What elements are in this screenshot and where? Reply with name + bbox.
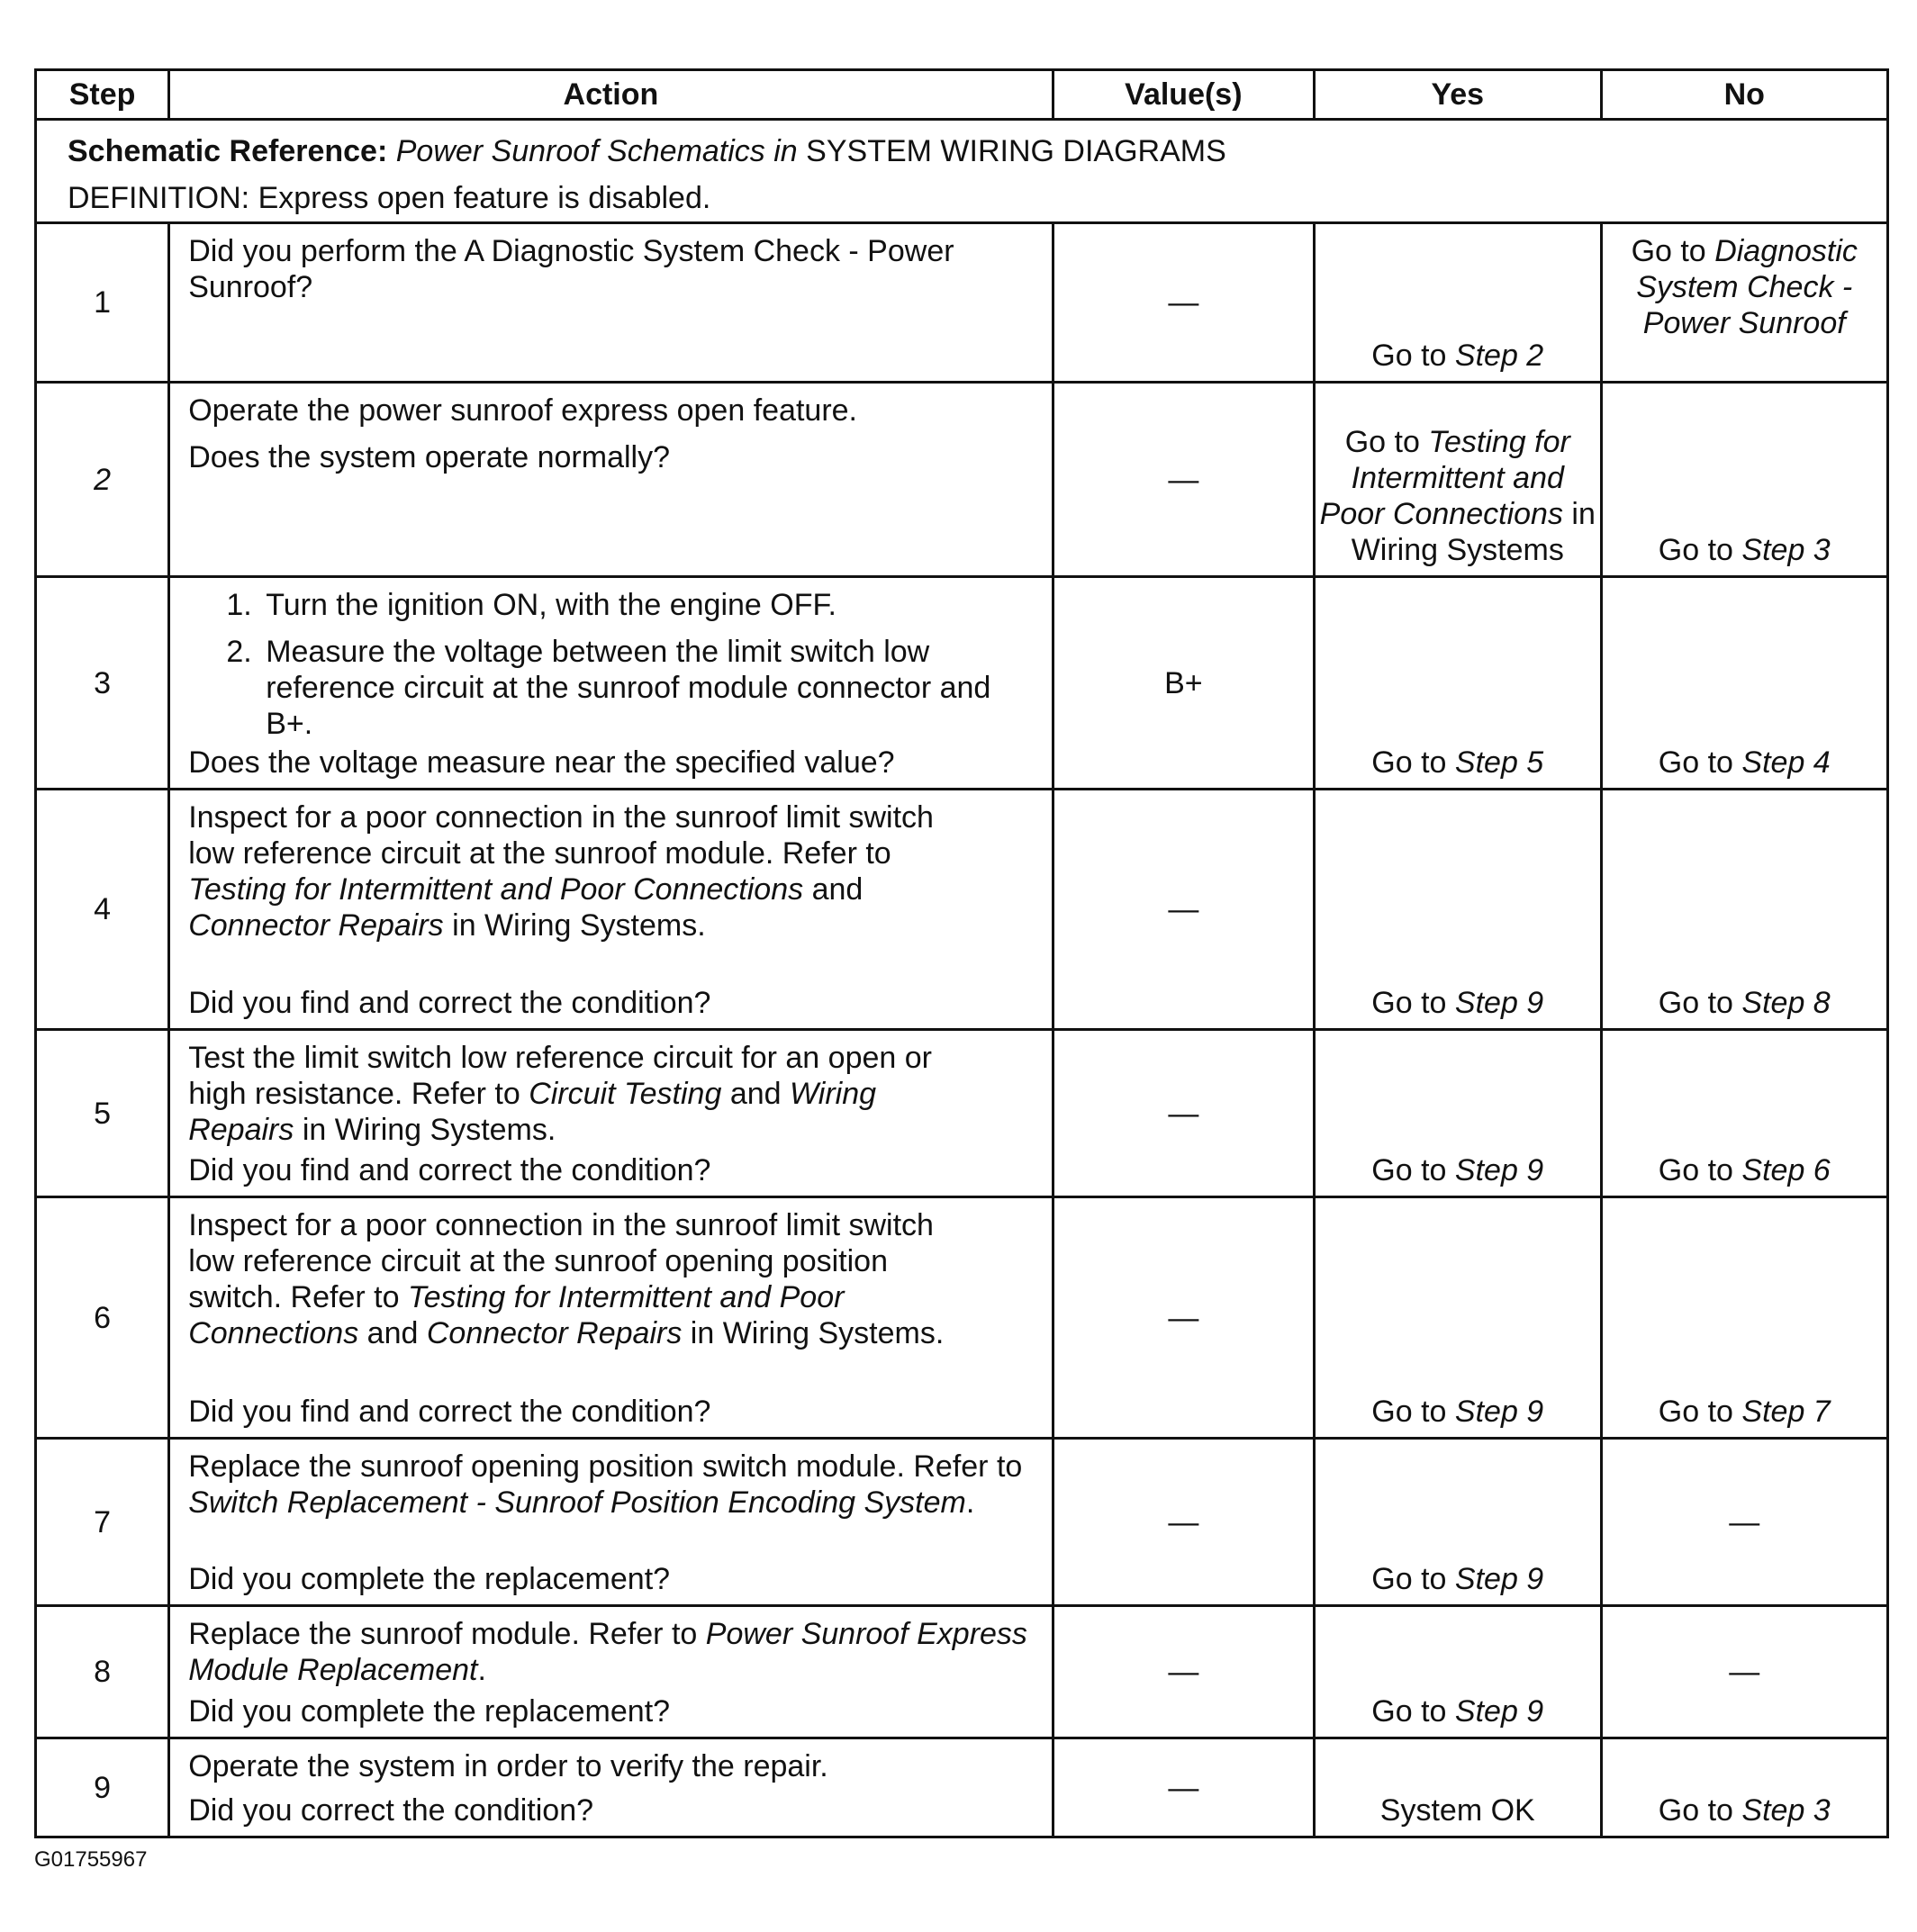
yes-plain: Go to bbox=[1371, 1562, 1447, 1596]
step-number: 9 bbox=[36, 1738, 169, 1837]
action-steps bbox=[188, 587, 1038, 742]
header-step: Step bbox=[36, 70, 169, 120]
table-row bbox=[36, 223, 1888, 383]
table-row bbox=[36, 1439, 1888, 1606]
yes-italic: Step 9 bbox=[1454, 1395, 1544, 1429]
yes-cell bbox=[1315, 383, 1601, 577]
no-plain: Go to bbox=[1658, 1153, 1733, 1187]
no-plain: Go to bbox=[1658, 745, 1733, 780]
action-part: Inspect for a poor connection in the sunroof limit switch low reference circuit at the sunroof module. Refer to bbox=[188, 800, 934, 871]
no-cell bbox=[1601, 790, 1888, 1030]
action-text: Operate the system in order to verify the repair. bbox=[188, 1749, 828, 1783]
value-cell: — bbox=[1053, 223, 1314, 383]
action-question: Did you complete the replacement? bbox=[188, 1694, 671, 1729]
action-part: . bbox=[477, 1653, 486, 1687]
yes-plain: Go to bbox=[1371, 1395, 1447, 1429]
no-cell bbox=[1601, 577, 1888, 790]
yes-italic: Step 2 bbox=[1454, 339, 1544, 373]
no-italic: Step 8 bbox=[1741, 986, 1831, 1020]
action-step-item: 1. Turn the ignition ON, with the engine OFF. bbox=[260, 587, 1038, 623]
action-ref: Testing for Intermittent and Poor Connections bbox=[188, 1280, 845, 1350]
schematic-label: Schematic Reference: bbox=[68, 134, 388, 168]
no-cell bbox=[1601, 223, 1888, 383]
schematic-italic: Power Sunroof Schematics in bbox=[395, 134, 798, 168]
action-cell bbox=[169, 223, 1053, 383]
no-plain: Go to bbox=[1658, 986, 1733, 1020]
action-part: and bbox=[729, 1077, 782, 1111]
action-part: and bbox=[811, 872, 864, 907]
action-cell bbox=[169, 577, 1053, 790]
action-ref: Switch Replacement - Sunroof Position Encoding System bbox=[188, 1485, 966, 1520]
action-text bbox=[188, 799, 1038, 943]
header-no: No bbox=[1601, 70, 1888, 120]
no-plain: Go to bbox=[1658, 533, 1733, 567]
action-question: Does the system operate normally? bbox=[188, 440, 671, 474]
yes-cell bbox=[1315, 1439, 1601, 1606]
yes-cell bbox=[1315, 223, 1601, 383]
yes-plain: Go to bbox=[1371, 1153, 1447, 1187]
table-row bbox=[36, 1738, 1888, 1837]
step-number: 6 bbox=[36, 1197, 169, 1439]
action-cell bbox=[169, 790, 1053, 1030]
action-part: Inspect for a poor connection in the sunroof limit switch low reference circuit at the sunroof opening position switch. Refer to bbox=[188, 1208, 934, 1314]
action-ref: Power Sunroof Express Module Replacement bbox=[188, 1617, 1027, 1687]
definition-text: Express open feature is disabled. bbox=[258, 181, 711, 215]
value-cell: — bbox=[1053, 790, 1314, 1030]
action-question: Did you correct the condition? bbox=[188, 1793, 594, 1828]
action-text: Operate the power sunroof express open feature. bbox=[188, 393, 857, 428]
table-row bbox=[36, 790, 1888, 1030]
action-part: in Wiring Systems. bbox=[690, 1316, 945, 1350]
definition bbox=[68, 175, 1886, 221]
yes-italic: Step 9 bbox=[1454, 1562, 1544, 1596]
action-cell bbox=[169, 1197, 1053, 1439]
yes-plain: Go to bbox=[1371, 986, 1447, 1020]
value-cell: — bbox=[1053, 1030, 1314, 1197]
no-italic: Step 3 bbox=[1741, 533, 1831, 567]
yes-italic: Step 9 bbox=[1454, 1694, 1544, 1729]
step-number: 3 bbox=[36, 577, 169, 790]
value-cell: — bbox=[1053, 1738, 1314, 1837]
no-italic: Step 3 bbox=[1741, 1793, 1831, 1828]
table-row bbox=[36, 1030, 1888, 1197]
table-row bbox=[36, 1606, 1888, 1738]
no-cell bbox=[1601, 383, 1888, 577]
no-cell: — bbox=[1601, 1439, 1888, 1606]
no-italic: Diagnostic System Check - Power Sunroof bbox=[1636, 234, 1858, 340]
yes-cell bbox=[1315, 1197, 1601, 1439]
step-number: 4 bbox=[36, 790, 169, 1030]
action-cell bbox=[169, 1439, 1053, 1606]
schematic-reference bbox=[68, 128, 1886, 175]
no-cell bbox=[1601, 1030, 1888, 1197]
diagnostic-table bbox=[34, 68, 1889, 1838]
header-yes: Yes bbox=[1315, 70, 1601, 120]
action-text bbox=[188, 1207, 1038, 1351]
action-ref: Testing for Intermittent and Poor Connections bbox=[188, 872, 804, 907]
yes-plain: Go to bbox=[1371, 339, 1447, 373]
step-number: 1 bbox=[36, 223, 169, 383]
schematic-rest: SYSTEM WIRING DIAGRAMS bbox=[806, 134, 1226, 168]
action-text bbox=[188, 1449, 1038, 1521]
step-number: 8 bbox=[36, 1606, 169, 1738]
action-ref: Connector Repairs bbox=[426, 1316, 683, 1350]
action-part: . bbox=[965, 1485, 975, 1520]
no-cell bbox=[1601, 1197, 1888, 1439]
no-plain: Go to bbox=[1658, 1793, 1733, 1828]
value-cell: — bbox=[1053, 1606, 1314, 1738]
action-cell bbox=[169, 1738, 1053, 1837]
action-ref: Connector Repairs bbox=[188, 908, 444, 943]
action-question: Did you complete the replacement? bbox=[188, 1562, 671, 1596]
header-row bbox=[36, 70, 1888, 120]
step-number: 7 bbox=[36, 1439, 169, 1606]
no-plain: Go to bbox=[1631, 234, 1706, 268]
yes-cell bbox=[1315, 577, 1601, 790]
value-cell: — bbox=[1053, 1197, 1314, 1439]
action-question: Did you find and correct the condition? bbox=[188, 986, 711, 1020]
action-text: Did you perform the A Diagnostic System Check - Power Sunroof? bbox=[188, 234, 954, 304]
no-italic: Step 4 bbox=[1741, 745, 1831, 780]
action-cell bbox=[169, 1030, 1053, 1197]
value-cell: — bbox=[1053, 1439, 1314, 1606]
action-part: Replace the sunroof module. Refer to bbox=[188, 1617, 698, 1651]
step-number: 2 bbox=[36, 383, 169, 577]
no-italic: Step 6 bbox=[1741, 1153, 1831, 1187]
yes-tail: in Wiring Systems bbox=[1351, 497, 1596, 567]
no-italic: Step 7 bbox=[1741, 1395, 1831, 1429]
header-values: Value(s) bbox=[1053, 70, 1314, 120]
action-ref: Wiring Repairs bbox=[188, 1077, 877, 1147]
no-cell bbox=[1601, 1738, 1888, 1837]
yes-plain: Go to bbox=[1371, 745, 1447, 780]
table-row bbox=[36, 383, 1888, 577]
yes-italic: Step 9 bbox=[1454, 986, 1544, 1020]
yes-plain: Go to bbox=[1344, 425, 1420, 459]
yes-cell bbox=[1315, 1030, 1601, 1197]
yes-cell: System OK bbox=[1315, 1738, 1601, 1837]
yes-cell bbox=[1315, 1606, 1601, 1738]
step-number: 5 bbox=[36, 1030, 169, 1197]
value-cell: B+ bbox=[1053, 577, 1314, 790]
reference-row bbox=[36, 120, 1888, 223]
yes-italic: Step 9 bbox=[1454, 1153, 1544, 1187]
action-ref: Circuit Testing bbox=[529, 1077, 722, 1111]
reference-cell bbox=[36, 120, 1888, 223]
action-cell bbox=[169, 383, 1053, 577]
action-part: and bbox=[366, 1316, 419, 1350]
action-text bbox=[188, 1616, 1038, 1688]
yes-plain: Go to bbox=[1371, 1694, 1447, 1729]
table-row bbox=[36, 577, 1888, 790]
action-part: in Wiring Systems. bbox=[452, 908, 706, 943]
no-cell: — bbox=[1601, 1606, 1888, 1738]
definition-label: DEFINITION: bbox=[68, 181, 250, 215]
table-row bbox=[36, 1197, 1888, 1439]
action-part: in Wiring Systems. bbox=[302, 1113, 556, 1147]
action-question: Did you find and correct the condition? bbox=[188, 1153, 711, 1187]
yes-cell bbox=[1315, 790, 1601, 1030]
no-plain: Go to bbox=[1658, 1395, 1733, 1429]
action-question: Does the voltage measure near the specified value? bbox=[188, 745, 895, 780]
action-step-item: 2. Measure the voltage between the limit switch low reference circuit at the sunroof module connector and B+. bbox=[260, 634, 1038, 742]
yes-italic: Testing for Intermittent and Poor Connections bbox=[1319, 425, 1570, 531]
value-cell: — bbox=[1053, 383, 1314, 577]
action-question: Did you find and correct the condition? bbox=[188, 1395, 711, 1429]
action-cell bbox=[169, 1606, 1053, 1738]
action-part: Replace the sunroof opening position switch module. Refer to bbox=[188, 1449, 1023, 1484]
action-part: Test the limit switch low reference circuit for an open or high resistance. Refer to bbox=[188, 1041, 932, 1111]
header-action: Action bbox=[169, 70, 1053, 120]
figure-id: G01755967 bbox=[34, 1847, 148, 1872]
action-text bbox=[188, 1040, 1038, 1148]
yes-italic: Step 5 bbox=[1454, 745, 1544, 780]
